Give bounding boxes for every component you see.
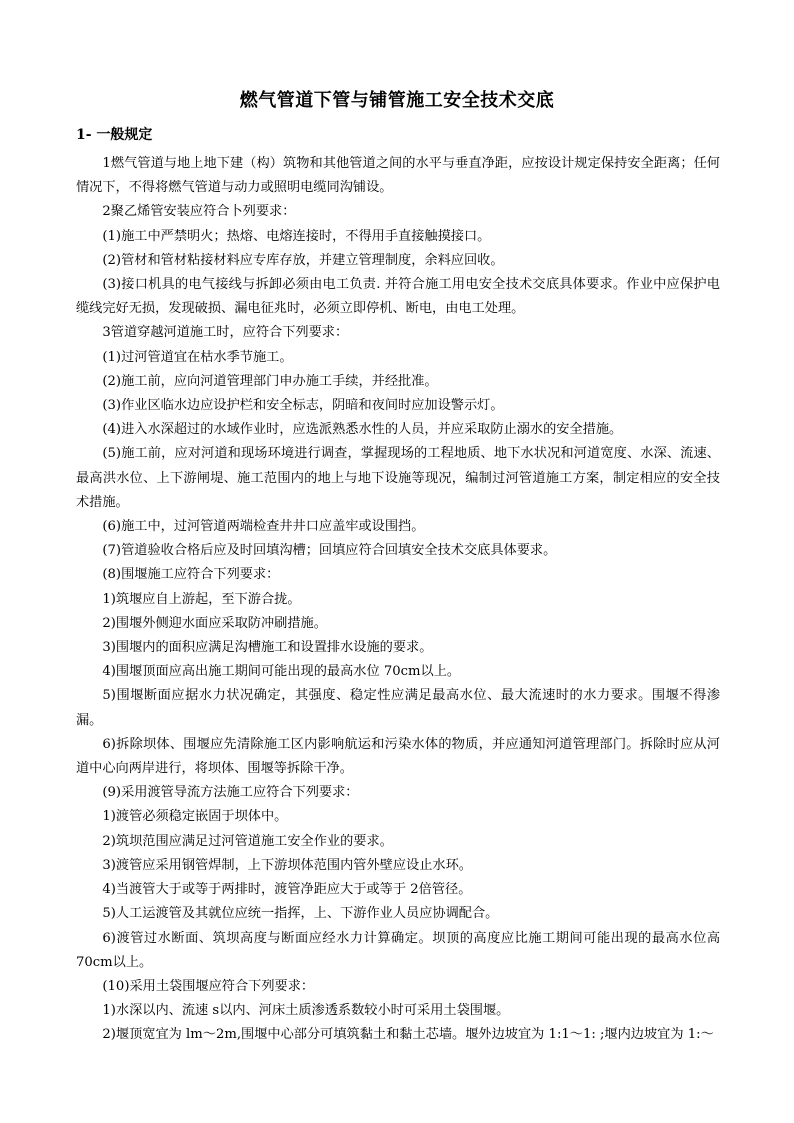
paragraph: 1)渡管必须稳定嵌固于坝体中。 [102, 809, 288, 825]
paragraph: (3)接口机具的电气接线与拆卸必须由电工负责. 并符合施工用电安全技术交底具体要求。作业中应保护电缆线完好无损，发现破损、漏电征兆时，必须立即停机、断电，由电工处理。 [76, 277, 720, 317]
paragraph: 2聚乙烯管安装应符合卜列要求： [102, 204, 296, 220]
paragraph: (4)进入水深超过的水域作业时，应选派熟悉水性的人员，并应采取防止溺水的安全措施。 [102, 422, 623, 438]
paragraph: 3)围堰内的面积应满足沟槽施工和设置排水设施的要求。 [102, 640, 433, 656]
paragraph: 5)人工运渡管及其就位应统一指挥，上、下游作业人员应协调配合。 [102, 906, 499, 922]
paragraph: (1)施工中严禁明火；热熔、电熔连接时，不得用手直接触摸接口。 [102, 228, 491, 244]
paragraph: 2)围堰外侧迎水面应采取防冲刷措施。 [102, 615, 327, 631]
paragraph: 6)拆除坝体、围堰应先清除施工区内影响航运和污染水体的物质，并应通知河道管理部门。拆除时应从河道中心向两岸进行，将坝体、围堰等拆除干净。 [76, 736, 720, 777]
paragraph: (9)采用渡管导流方法施工应符合下列要求： [102, 785, 359, 801]
paragraph: 3)渡管应采用钢管焊制，上下游坝体范围内管外壁应设止水环。 [102, 857, 472, 873]
paragraph: 1)筑堰应自上游起，至下游合拢。 [102, 591, 301, 607]
paragraph: 5)围堰断面应据水力状况确定，其强度、稳定性应满足最高水位、最大流速时的水力要求。围堰不得渗漏。 [76, 688, 720, 728]
paragraph: 2)堰顶宽宜为 lm～2m,围堰中心部分可填筑黏土和黏土芯墙。堰外边坡宜为 1:1～1: ;堰内边坡宜为 1:～ [102, 1027, 714, 1043]
paragraph: 3管道穿越河道施工时，应符合下列要求： [102, 325, 349, 341]
paragraph: (2)管材和管材粘接材料应专库存放，并建立管理制度，余料应回收。 [102, 252, 504, 268]
paragraph: (10)采用土袋围堰应符合下列要求： [102, 978, 315, 994]
paragraph: (6)施工中，过河管道两端检查井井口应盖牢或设围挡。 [102, 519, 425, 535]
document-body [76, 152, 720, 1048]
document-title: 燃气管道下管与铺管施工安全技术交底 [239, 90, 555, 111]
paragraph: (3)作业区临水边应设护栏和安全标志，阴暗和夜间时应加设警示灯。 [102, 398, 504, 414]
paragraph: (8)围堰施工应符合下列要求： [102, 567, 280, 583]
paragraph: 1燃气管道与地上地下建（构）筑物和其他管道之间的水平与垂直净距，应按设计规定保持安全距离；任何情况下，不得将燃气管道与动力或照明电缆同沟铺设。 [76, 156, 720, 196]
paragraph: 6)渡管过水断面、筑坝高度与断面应经水力计算确定。坝顶的高度应比施工期间可能出现的最高水位高 70cm以上。 [76, 930, 720, 970]
paragraph: (1)过河管道宜在枯水季节施工。 [102, 349, 293, 365]
paragraph: 2)筑坝范围应满足过河管道施工安全作业的要求。 [102, 833, 393, 849]
paragraph: (2)施工前，应向河道管理部门申办施工手续，并经批准。 [102, 373, 438, 389]
paragraph: (5)施工前，应对河道和现场环境进行调查，掌握现场的工程地质、地下水状况和河道宽度、水深、流速、最高洪水位、上下游闸堤、施工范围内的地上与地下设施等现况，编制过河管道施工方案，制定相应的安全技术措施。 [76, 446, 720, 510]
paragraph: 4)当渡管大于或等于两排时，渡管净距应大于或等于 2倍管径。 [102, 882, 472, 898]
section-heading: 1- 一般规定 [76, 127, 153, 143]
paragraph: 1)水深以内、流速 s以内、河床土质渗透系数较小时可采用土袋围堰。 [102, 1003, 510, 1019]
paragraph: 4)围堰顶面应高出施工期间可能出现的最高水位 70cm以上。 [102, 664, 461, 680]
paragraph: (7)管道验收合格后应及时回填沟槽；回填应符合回填安全技术交底具体要求。 [102, 543, 557, 559]
